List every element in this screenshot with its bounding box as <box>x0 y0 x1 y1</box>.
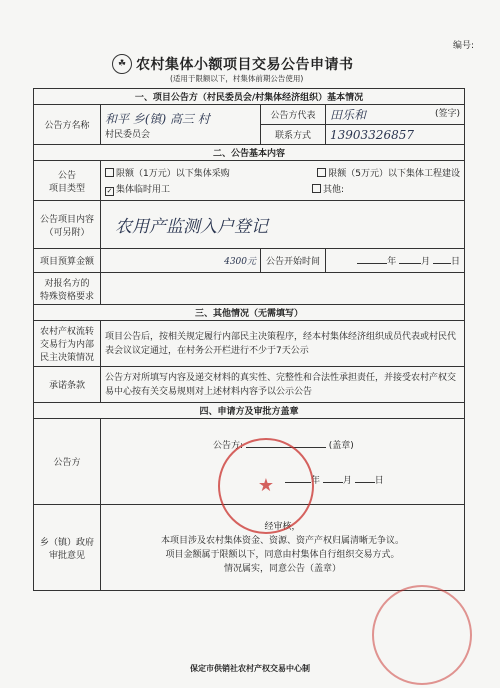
announcer-handwritten: 和平 乡(镇) 高三 村 <box>105 111 210 126</box>
content-field[interactable]: 农用产监测入户登记 <box>101 201 465 249</box>
checkbox-icon[interactable] <box>312 184 321 193</box>
party-text: 公告方: <box>213 440 244 451</box>
seal-label: (盖章) <box>328 440 354 451</box>
town-line1: 经审核， <box>264 521 301 532</box>
representative-signature: 田乐和 <box>330 108 367 122</box>
serial-number-label: 编号: <box>452 41 474 51</box>
project-type-options <box>101 161 465 201</box>
representative-label: 公告方代表 <box>261 105 326 125</box>
option-procurement[interactable]: 限额（1万元）以下集体采购 <box>105 166 230 179</box>
commitment-label: 承诺条款 <box>34 367 101 403</box>
footer-issuer: 保定市供销社农村产权交易中心制 <box>190 664 310 673</box>
town-line2: 本项目涉及农村集体资金、资源、资产产权归属清晰无争议。 <box>161 535 405 546</box>
form-title: 农村集体小额项目交易公告申请书 <box>136 57 354 73</box>
village-committee-seal <box>218 438 314 534</box>
budget-field[interactable]: 4300元 <box>101 249 261 273</box>
start-time-field[interactable]: 年 月 日 <box>326 249 465 273</box>
checked-box-icon[interactable]: ✓ <box>106 186 113 195</box>
representative-field[interactable] <box>326 105 465 125</box>
party-label: 公告方 <box>34 419 101 505</box>
town-line4: 情况属实，同意公告（盖章） <box>224 563 342 574</box>
announcer-label: 公告方名称 <box>34 105 101 145</box>
option-temp-labor[interactable]: ✓ 集体临时用工 <box>106 184 171 195</box>
option-construction[interactable]: 限额（5万元）以下集体工程建设 <box>317 166 460 179</box>
commitment-text: 公告方对所填写内容及递交材料的真实性、完整性和合法性承担责任，并接受农村产权交易中心按有关交易规则对上述材料内容予以公示公告 <box>101 367 465 403</box>
option-other[interactable]: 其他: <box>312 182 460 196</box>
sign-label: (签字) <box>435 109 461 119</box>
decision-text: 项目公告后，按相关规定履行内部民主决策程序，经本村集体经济组织成员代表或村民代表会议议定通过，在村务公开栏进行不少于7天公示 <box>101 321 465 367</box>
section4-heading: 四、申请方及审批方盖章 <box>34 403 465 419</box>
form-subtitle: (适用于限额以下，村集体前期公告使用) <box>170 74 304 83</box>
section1-heading: 一、项目公告方（村民委员会/村集体经济组织）基本情况 <box>34 89 465 105</box>
qualification-label: 对报名方的 特殊资格要求 <box>34 273 101 305</box>
town-approval-label: 乡（镇）政府 审批意见 <box>34 505 101 591</box>
announcer-field[interactable] <box>101 105 261 145</box>
decision-label: 农村产权流转 交易行为内部 民主决策情况 <box>34 321 101 367</box>
section2-heading: 二、公告基本内容 <box>34 145 465 161</box>
section3-heading: 三、其他情况（无需填写） <box>34 305 465 321</box>
contact-field[interactable]: 13903326857 <box>326 125 465 145</box>
contact-label: 联系方式 <box>261 125 326 145</box>
checkbox-icon[interactable] <box>105 168 114 177</box>
start-time-label: 公告开始时间 <box>261 249 326 273</box>
emblem-icon: ☘ <box>112 54 132 74</box>
qualification-field[interactable] <box>101 273 465 305</box>
content-label: 公告项目内容 （可另附） <box>34 201 101 249</box>
budget-label: 项目预算金额 <box>34 249 101 273</box>
project-type-label: 公告 项目类型 <box>34 161 101 201</box>
town-line3: 项目金额属于限额以下，同意由村集体自行组织交易方式。 <box>165 549 400 560</box>
announcer-suffix: 村民委员会 <box>105 129 151 140</box>
party-seal-area[interactable]: 公告方: (盖章) 年 月 日 <box>101 419 465 505</box>
star-icon: ★ <box>257 475 275 496</box>
checkbox-icon[interactable] <box>317 168 326 177</box>
